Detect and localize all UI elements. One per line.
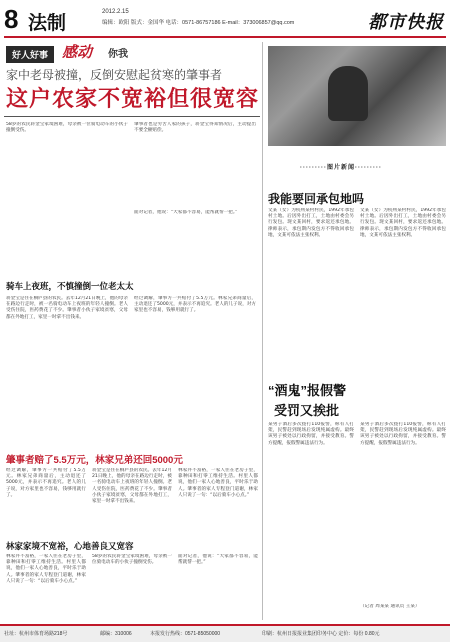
section2-body-cont2: 林家并不富裕，一家人住在老房子里，靠种田和打零工维持生活。村里人都说，他们一家人心地善良，平时乐于助人。肇事者的家人专程登门道谢，林家人只说了一句：“以后骑车小心点。” [178, 468, 258, 498]
story2-body: 某男子酒后多次拨打110报警，称有人打架，民警赶到现场后发现纯属虚构。最终该男子被处以行政拘留，并接受教育。警方提醒，报假警属违法行为。 [268, 422, 354, 446]
story2-headline-line2: 受罚又挨批 [274, 403, 340, 418]
story1-body: 文某（女）为杭州某村村民，1992年承包村土地。后因外出打工，土地由村委会另行发包。现文某回村，要求返还承包地。律师表示，承包期内发包方不得收回承包地，文某可依法主张权利。 [268, 208, 354, 238]
column-brand-suffix: 你我 [108, 49, 128, 60]
lead-subheadline: 家中老母被撞，反倒安慰起贫寒的肇事者 [6, 68, 223, 82]
page-number: 8 [4, 4, 19, 34]
footer-printer: 印刷：杭州日报报业集团印务中心 定价：每份 0.80元 [262, 631, 380, 637]
column-brand: 感动 [62, 43, 93, 61]
news-photo [268, 46, 446, 146]
section1-body: 蒋金宝是住在桐庐县的农民。去年12月21日晚上，他的母亲在路边行走时，被一名骑电动车上夜班的年轻人撞倒。老人受伤住院，医药费花了不少。肇事者小伙子家境贫寒，父母都在外地打工，家里一时拿不出钱来。 [6, 296, 128, 320]
section-title: 法制 [28, 13, 67, 34]
newspaper-logo: 都市快报 [368, 12, 444, 33]
footer-address: 社址：杭州市体育场路218号 [4, 631, 68, 637]
lead-paragraph-3: 面对记者，他说：“大家都不容易，能帮就帮一把。” [134, 210, 238, 215]
footer-postcode: 邮编：310006 [100, 631, 132, 637]
story2-headline: “酒鬼”报假警 [268, 383, 347, 398]
section2-body: 经过调解，肇事方一共赔付了5.5万元。林家兄弟商量后，主动退还了5000元，并表示不再追究。老人的儿子说，对方家里也不容易，钱够用就行了。 [6, 468, 86, 498]
lead-paragraph-2: 肇事者也是穷苦人家的孩子，蒋金宝得知情况后，主动提出不要全额赔偿。 [134, 122, 256, 134]
section3-heading: 林家家境不宽裕，心地善良又宽容 [6, 541, 134, 551]
section1-heading: 骑车上夜班，不慎撞倒一位老太太 [6, 281, 134, 291]
story2-byline: （记者 周某某 通讯员 王某） [360, 604, 420, 609]
lead-headline: 这户农家不宽裕但很宽容 [6, 86, 260, 111]
editor-contact-line: 编辑：欧阳 版式：金国华 电话：0571-86757186 E-mail：373006857@qq.com [102, 20, 295, 26]
column-tag: 好人好事 [6, 46, 54, 63]
header-divider [4, 36, 446, 38]
headline-divider [4, 116, 260, 117]
page-footer [0, 624, 450, 642]
footer-hotline: 本报发行热线：0571-85050000 [150, 631, 221, 637]
section2-heading: 肇事者赔了5.5万元，林家兄弟还回5000元 [6, 455, 183, 466]
story2-body-cont: 某男子酒后多次拨打110报警，称有人打架，民警赶到现场后发现纯属虚构。最终该男子被处以行政拘留，并接受教育。警方提醒，报假警属违法行为。 [360, 422, 446, 446]
story1-headline: 我能要回承包地吗 [268, 192, 365, 206]
page-header [0, 0, 450, 40]
issue-date: 2012.2.15 [102, 9, 129, 15]
section3-body: 林家并不富裕，一家人住在老房子里，靠种田和打零工维持生活。村里人都说，他们一家人心地善良，平时乐于助人。肇事者的家人专程登门道谢，林家人只说了一句：“以后骑车小心点。” [6, 554, 86, 584]
photo-caption: ·········图片新闻········· [300, 165, 382, 171]
section1-body-cont: 经过调解，肇事方一共赔付了5.5万元。林家兄弟商量后，主动退还了5000元，并表示不再追究。老人的儿子说，对方家里也不容易，钱够用就行了。 [134, 296, 256, 314]
lead-paragraph-1: 58岁的农民蒋金宝家境困难，母亲被一位骑电动车的小伙子撞倒受伤。 [6, 122, 128, 134]
section2-body-cont: 蒋金宝是住在桐庐县的农民。去年12月21日晚上，他的母亲在路边行走时，被一名骑电动车上夜班的年轻人撞倒。老人受伤住院，医药费花了不少。肇事者小伙子家境贫寒，父母都在外地打工，家里一时拿不出钱来。 [92, 468, 172, 505]
column-divider [262, 42, 263, 620]
section3-body-cont: 58岁的农民蒋金宝家境困难，母亲被一位骑电动车的小伙子撞倒受伤。 [92, 554, 172, 566]
story1-body-cont: 文某（女）为杭州某村村民，1992年承包村土地。后因外出打工，土地由村委会另行发包。现文某回村，要求返还承包地。律师表示，承包期内发包方不得收回承包地，文某可依法主张权利。 [360, 208, 446, 238]
section3-body-cont2: 面对记者，他说：“大家都不容易，能帮就帮一把。” [178, 554, 258, 566]
